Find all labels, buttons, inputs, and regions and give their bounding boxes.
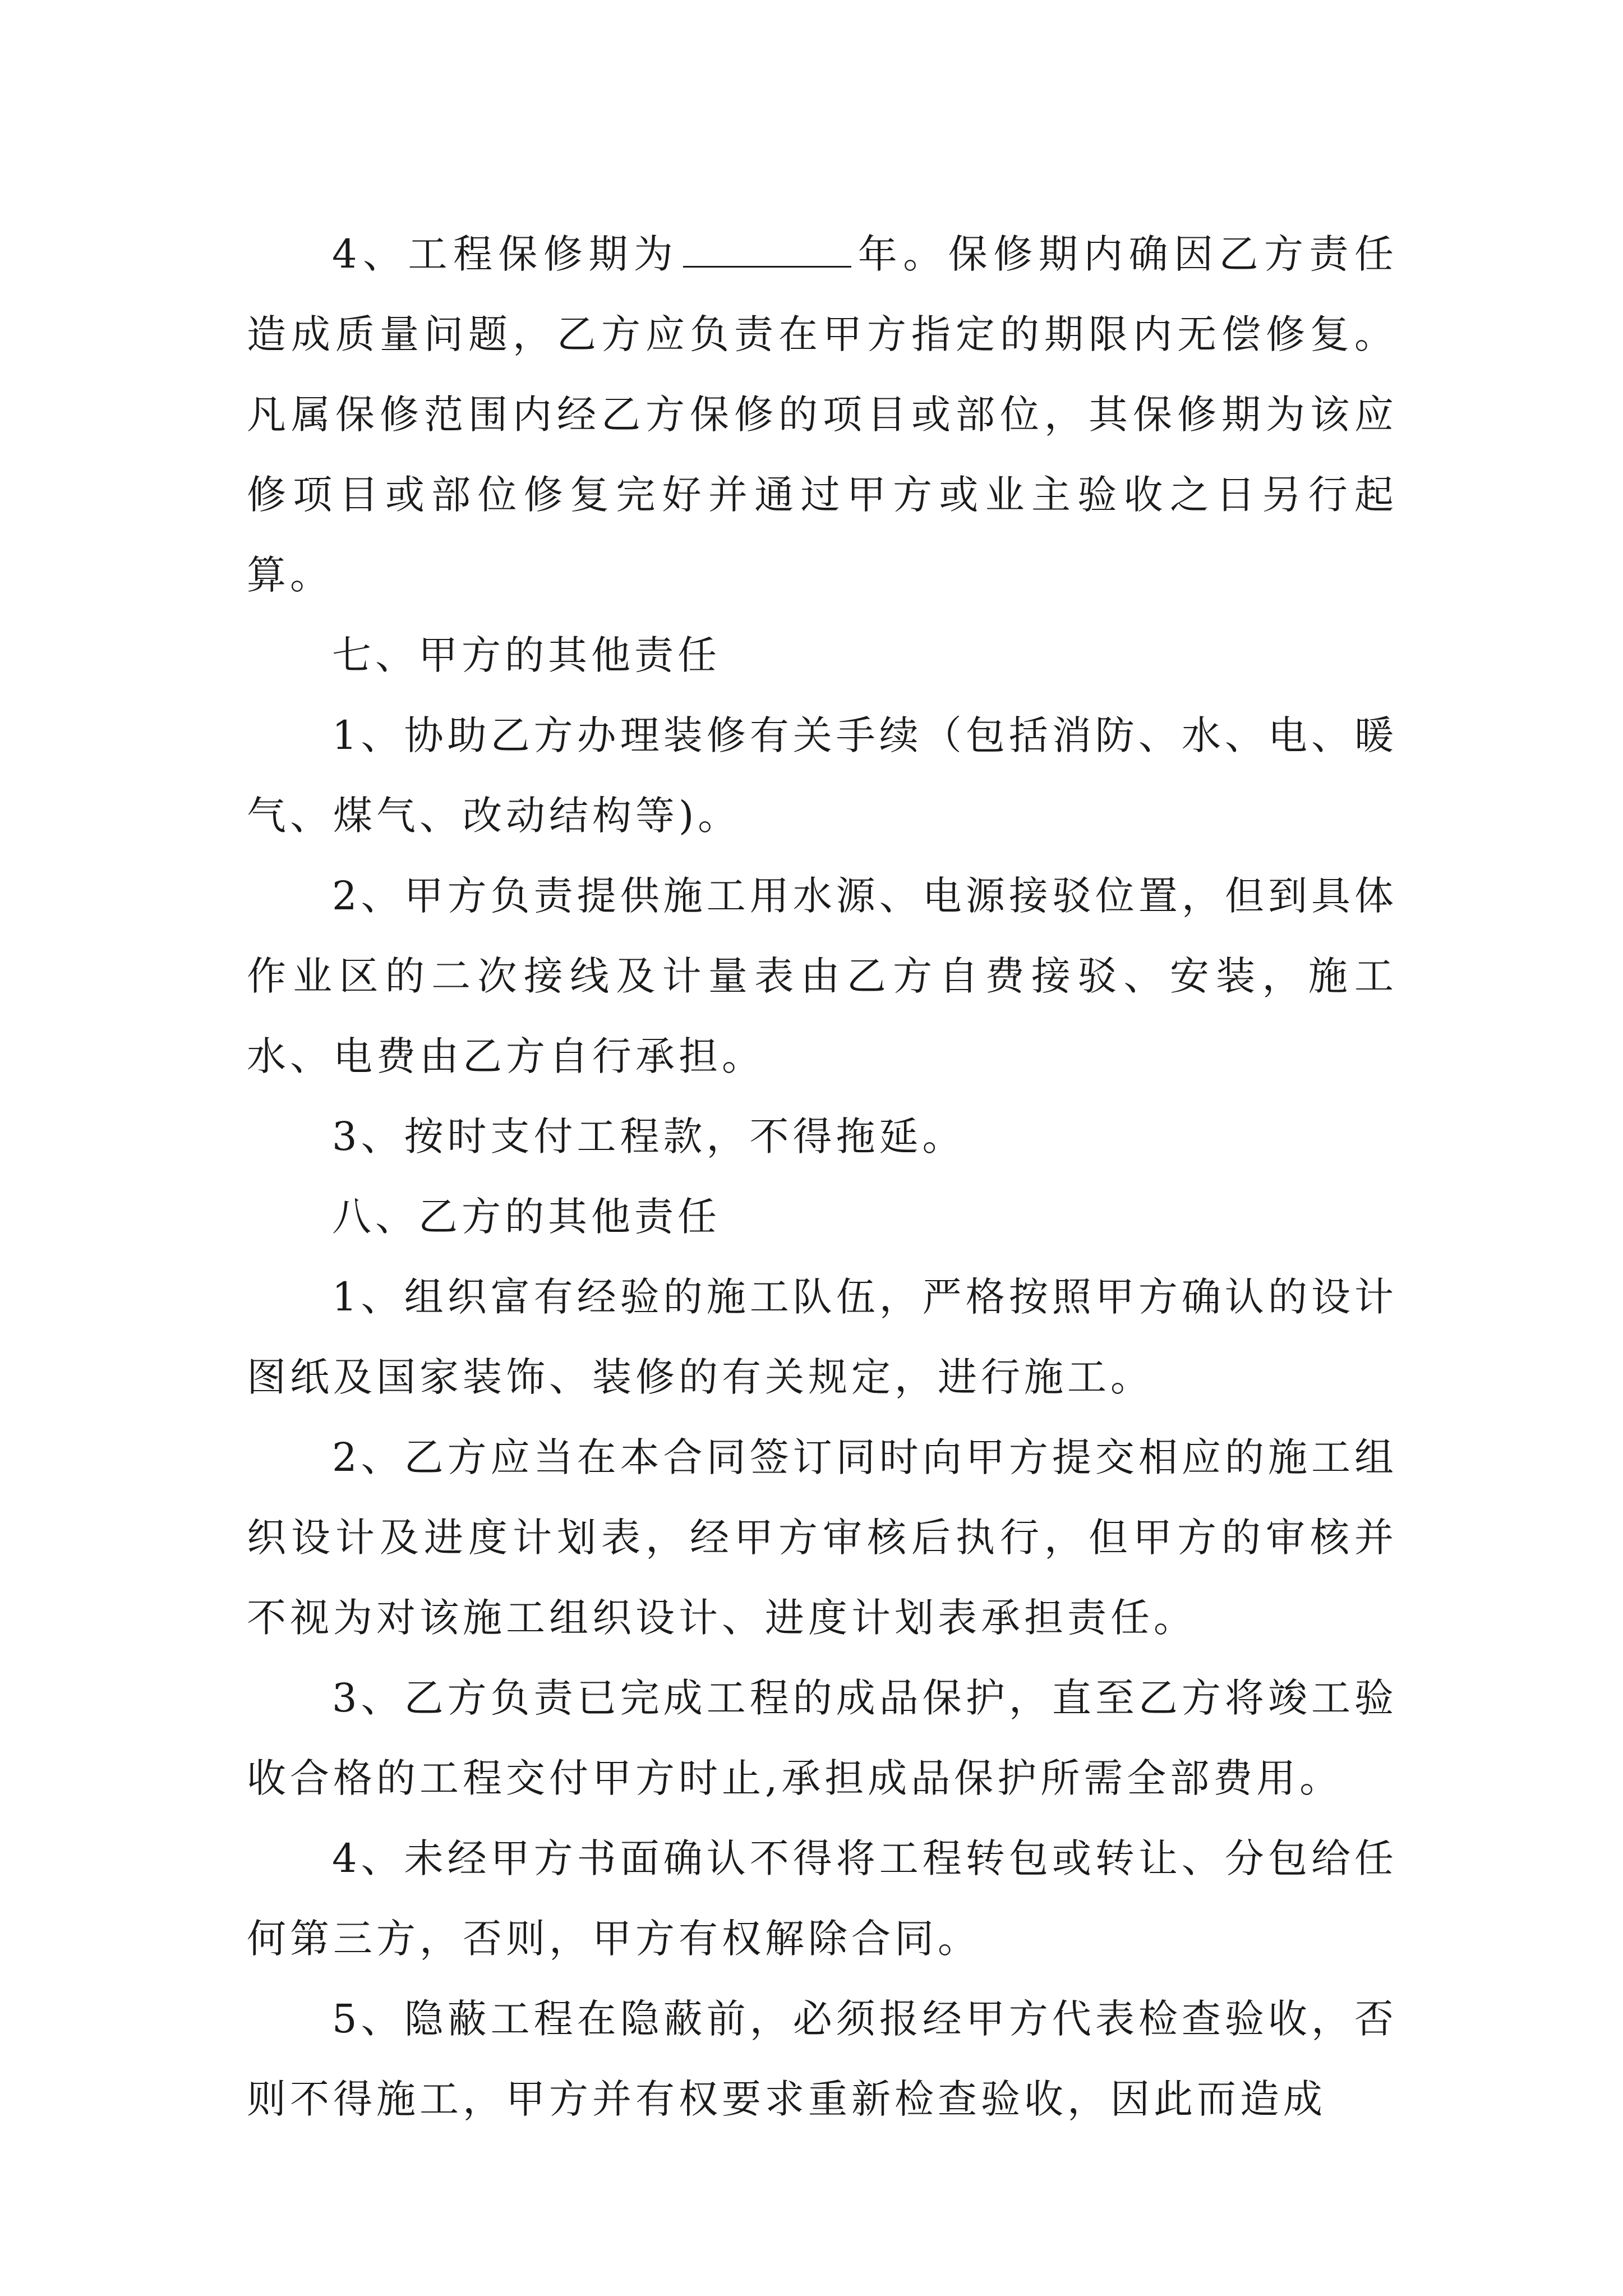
paragraph-party-a-3: 3、按时支付工程款，不得拖延。 xyxy=(332,1114,966,1159)
paragraph-party-a-2: 2、甲方负责提供施工用水源、电源接驳位置，但到具体作业区的二次接线及计量表由乙方自费接驳、安装，施工水、电费由乙方自行承担。 xyxy=(247,873,1398,1079)
paragraph-party-a-1: 1、协助乙方办理装修有关手续（包括消防、水、电、暖气、煤气、改动结构等)。 xyxy=(247,712,1398,839)
paragraph-text: 4、工程保修期为 xyxy=(332,231,679,277)
paragraph-party-b-3: 3、乙方负责已完成工程的成品保护，直至乙方将竣工验收合格的工程交付甲方时止,承担成品保护所需全部费用。 xyxy=(247,1675,1398,1801)
warranty-years-blank xyxy=(683,232,851,268)
paragraph-warranty-period xyxy=(247,214,1398,615)
section-heading-party-a: 七、甲方的其他责任 xyxy=(332,632,721,678)
section-heading-party-b: 八、乙方的其他责任 xyxy=(332,1194,721,1240)
paragraph-text: 年。保修期内确因乙方责任造成质量问题，乙方应负责在甲方指定的期限内无偿修复。凡属保修范围内经乙方保修的项目或部位，其保修期为该应修项目或部位修复完好并通过甲方或业主验收之日另行起算。 xyxy=(247,231,1398,598)
document-body xyxy=(247,214,1398,2139)
paragraph-party-b-2: 2、乙方应当在本合同签订同时向甲方提交相应的施工组织设计及进度计划表，经甲方审核后执行，但甲方的审核并不视为对该施工组织设计、进度计划表承担责任。 xyxy=(247,1434,1398,1641)
paragraph-party-b-1: 1、组织富有经验的施工队伍，严格按照甲方确认的设计图纸及国家装饰、装修的有关规定，进行施工。 xyxy=(247,1274,1398,1400)
paragraph-party-b-4: 4、未经甲方书面确认不得将工程转包或转让、分包给任何第三方，否则，甲方有权解除合同。 xyxy=(247,1835,1398,1962)
paragraph-party-b-5: 5、隐蔽工程在隐蔽前，必须报经甲方代表检查验收，否则不得施工，甲方并有权要求重新检查验收，因此而造成 xyxy=(247,1996,1398,2122)
